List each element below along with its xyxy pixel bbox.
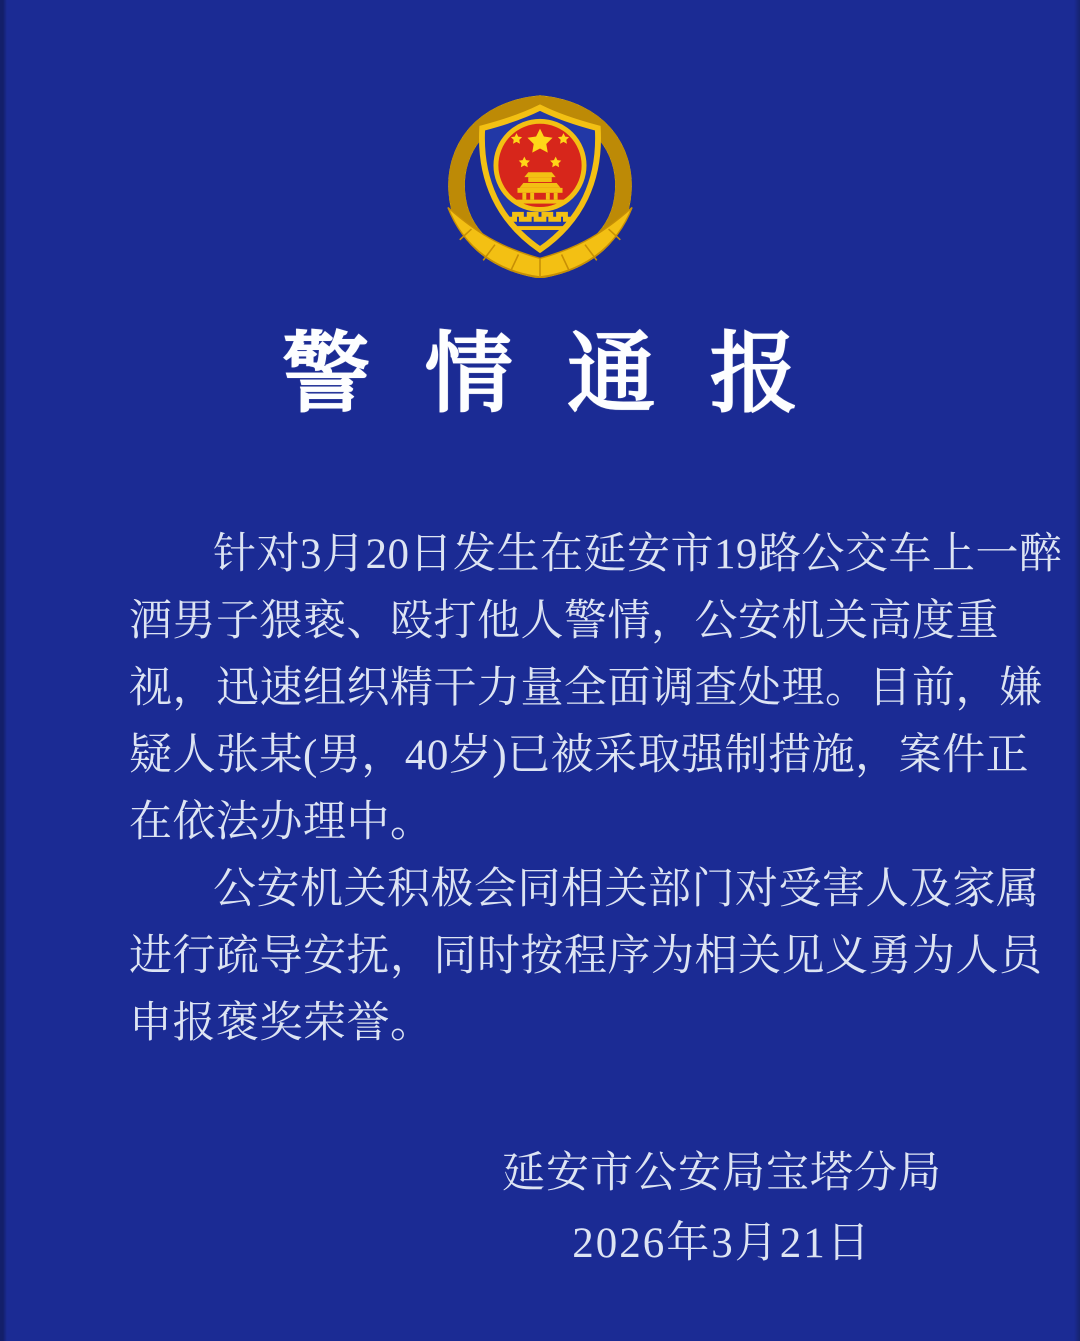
police-badge-icon [442, 90, 638, 278]
body-line: 视，迅速组织精干力量全面调查处理。目前，嫌 [129, 664, 1043, 712]
body-line: 进行疏导安抚，同时按程序为相关见义勇为人员 [129, 932, 1043, 980]
body-line: 在依法办理中。 [129, 798, 434, 846]
body-line: 公安机关积极会同相关部门对受害人及家属 [213, 865, 1040, 913]
notice-title [0, 328, 1080, 425]
issuing-agency: 延安市公安局宝塔分局 [502, 1149, 942, 1197]
police-badge-emblem [442, 90, 638, 276]
notice-title-text: 警情通报 [282, 327, 853, 424]
body-line: 疑人张某(男，40岁)已被采取强制措施，案件正 [129, 731, 1030, 779]
notice-footer [497, 1139, 947, 1279]
notice-body [129, 521, 1063, 1057]
issue-date: 2026年3月21日 [572, 1219, 872, 1267]
body-line: 针对3月20日发生在延安市19路公交车上一醉 [213, 530, 1063, 578]
body-line: 酒男子猥亵、殴打他人警情，公安机关高度重 [129, 597, 999, 645]
body-line: 申报褒奖荣誉。 [129, 999, 434, 1047]
